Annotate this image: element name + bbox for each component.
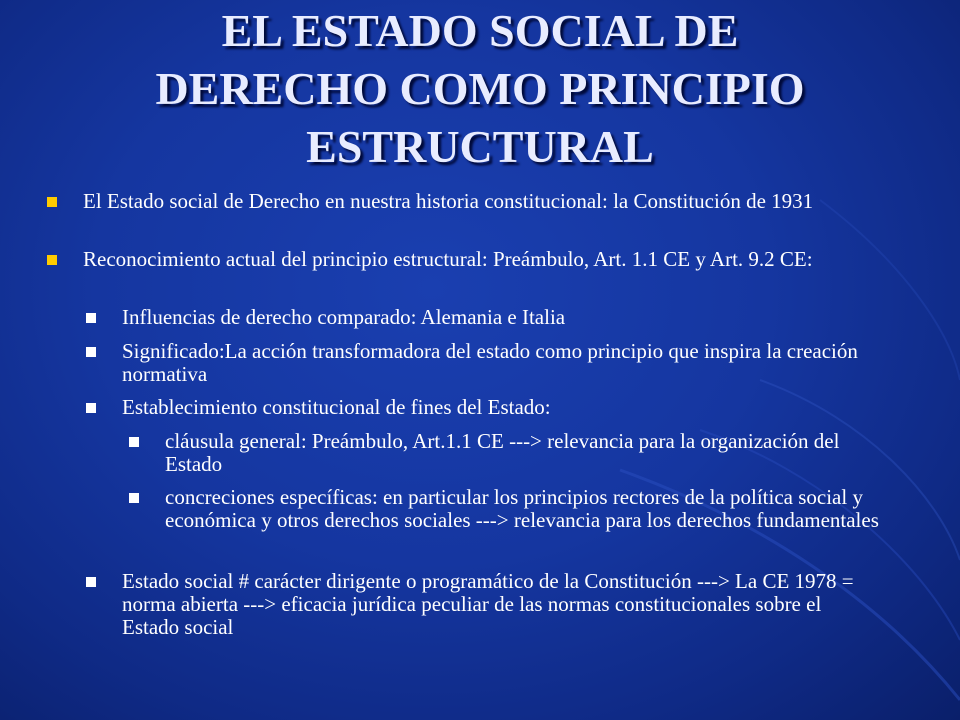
bullet-item [83,248,873,271]
slide-title [40,2,920,176]
square-bullet-icon [129,493,139,503]
bullet-text: Reconocimiento actual del principio estructural: Preámbulo, Art. 1.1 CE y Art. 9.2 CE: [83,247,813,271]
bullet-item [165,430,885,476]
title-line-2: DERECHO COMO PRINCIPIO [155,63,805,114]
bullet-item [122,570,882,639]
square-bullet-icon [86,347,96,357]
bullet-item [83,190,873,213]
bullet-item [122,396,882,419]
bullet-item [122,340,882,386]
bullet-text: El Estado social de Derecho en nuestra historia constitucional: la Constitución de 1931 [83,189,814,213]
bullet-item [165,486,885,532]
bullet-text: cláusula general: Preámbulo, Art.1.1 CE ---> relevancia para la organización del Estado [165,429,840,476]
square-bullet-icon [47,255,57,265]
title-line-3: ESTRUCTURAL [306,121,654,172]
bullet-text: Influencias de derecho comparado: Alemania e Italia [122,305,566,329]
bullet-text: Estado social # carácter dirigente o programático de la Constitución ---> La CE 1978 = norma abierta ---> eficacia jurídica peculiar de las normas constitucionales sobre el Estado social [122,569,854,639]
bullet-item [122,306,882,329]
square-bullet-icon [86,313,96,323]
square-bullet-icon [129,437,139,447]
bullet-text: Establecimiento constitucional de fines del Estado: [122,395,551,419]
bullet-text: concreciones específicas: en particular los principios rectores de la política social y económica y otros derechos sociales ---> relevancia para los derechos fundamentales [165,485,879,532]
square-bullet-icon [47,197,57,207]
square-bullet-icon [86,403,96,413]
title-line-1: EL ESTADO SOCIAL DE [221,5,739,56]
square-bullet-icon [86,577,96,587]
bullet-text: Significado:La acción transformadora del estado como principio que inspira la creación normativa [122,339,858,386]
